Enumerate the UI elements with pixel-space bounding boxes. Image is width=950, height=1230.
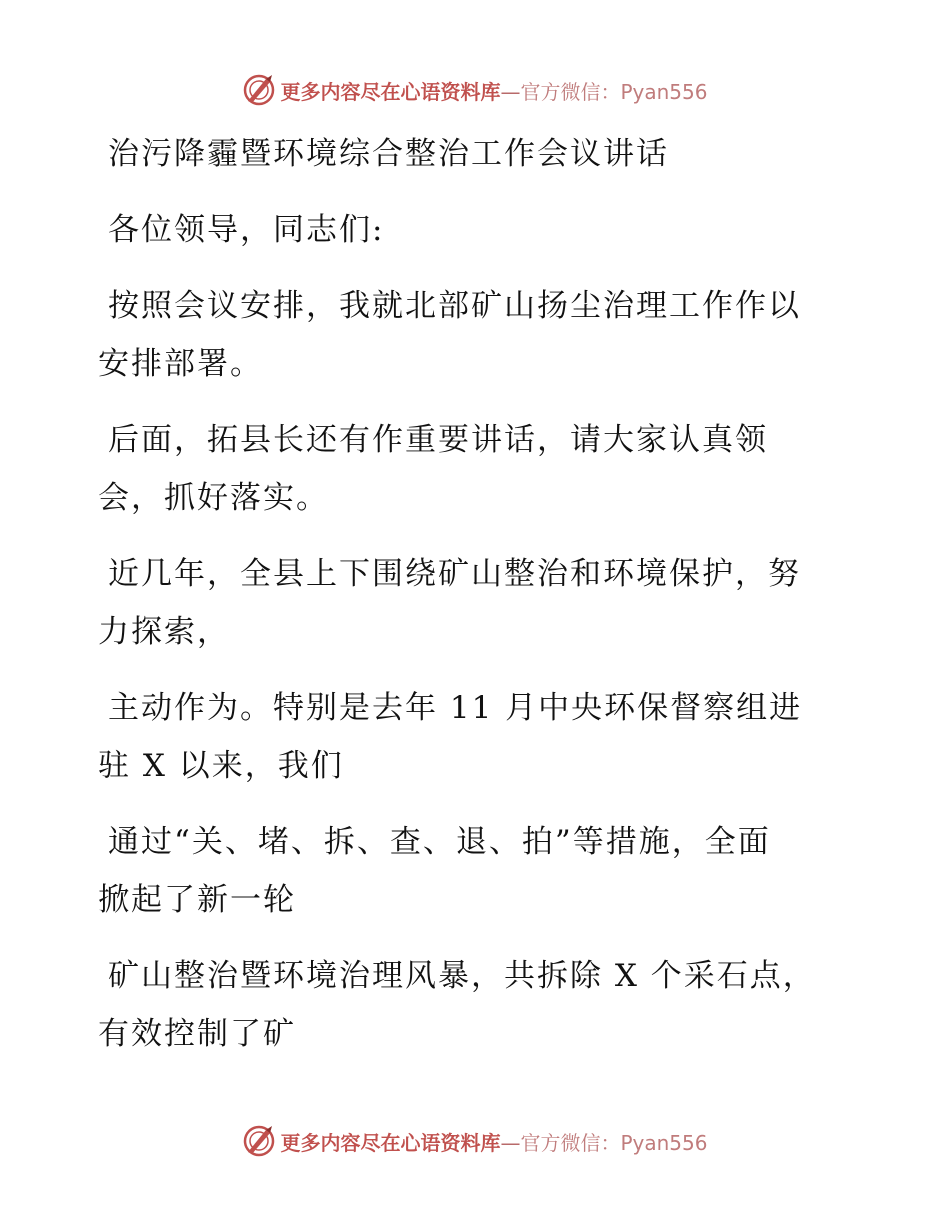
watermark-text xyxy=(280,1127,707,1156)
paragraph-line: 掀起了新一轮 xyxy=(98,882,296,918)
document-title xyxy=(98,125,838,183)
paragraph-storm xyxy=(98,947,838,1063)
header-watermark xyxy=(0,70,950,110)
paragraph-arrangement xyxy=(98,277,838,393)
watermark-separator: — xyxy=(500,79,521,104)
watermark-text xyxy=(280,76,707,105)
document-body xyxy=(98,125,838,1081)
paragraph-line: 主动作为。特别是去年 11 月中央环保督察组进 xyxy=(108,690,803,726)
watermark-brand: 更多内容尽在心语资料库 xyxy=(280,1130,501,1155)
footer-watermark xyxy=(0,1121,950,1161)
paragraph-measures xyxy=(98,813,838,929)
paragraph-county-head xyxy=(98,411,838,527)
watermark-wechat: 官方微信：Pyan556 xyxy=(520,1130,708,1155)
paragraph-line: 按照会议安排，我就北部矿山扬尘治理工作作以 xyxy=(108,288,801,324)
paragraph-line: 各位领导，同志们: xyxy=(108,212,385,248)
paragraph-line: 驻 X 以来，我们 xyxy=(98,748,344,784)
title-line: 治污降霾暨环境综合整治工作会议讲话 xyxy=(108,136,669,172)
paragraph-line: 近几年，全县上下围绕矿山整治和环境保护，努 xyxy=(108,556,801,592)
paragraph-line: 力探索， xyxy=(98,614,230,650)
paragraph-line: 安排部署。 xyxy=(98,346,263,382)
watermark-group xyxy=(242,1124,707,1158)
watermark-wechat: 官方微信：Pyan556 xyxy=(520,79,708,104)
watermark-brand: 更多内容尽在心语资料库 xyxy=(280,79,501,104)
paragraph-recent-years xyxy=(98,545,838,661)
paragraph-inspection xyxy=(98,679,838,795)
watermark-separator: — xyxy=(500,1130,521,1155)
quill-seal-icon xyxy=(242,1124,276,1158)
watermark-group xyxy=(242,73,707,107)
quill-seal-icon xyxy=(242,73,276,107)
paragraph-line: 后面，拓县长还有作重要讲话，请大家认真领 xyxy=(108,422,768,458)
paragraph-greeting xyxy=(98,201,838,259)
paragraph-line: 有效控制了矿 xyxy=(98,1016,296,1052)
paragraph-line: 矿山整治暨环境治理风暴，共拆除 X 个采石点， xyxy=(108,958,816,994)
paragraph-line: 通过“关、堵、拆、查、退、拍”等措施，全面 xyxy=(108,824,771,860)
paragraph-line: 会，抓好落实。 xyxy=(98,480,329,516)
